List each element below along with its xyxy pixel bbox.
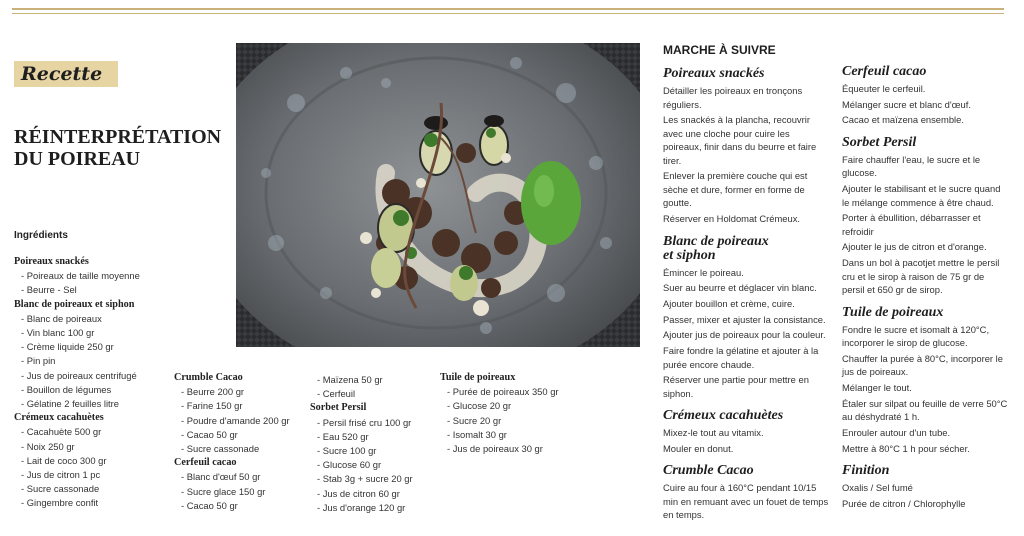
ingredient-item: - Lait de coco 300 gr: [21, 454, 107, 466]
ingredient-item: - Noix 250 gr: [21, 440, 75, 452]
group-title: Crumble Cacao: [174, 372, 243, 383]
group-title: Cerfeuil cacao: [174, 457, 237, 469]
step-text: Enlever la première couche qui est sèche et dure, former en forme de goutte.: [663, 170, 808, 209]
step-title: Crémeux cacahuètes: [663, 408, 784, 424]
ingredient-item: - Gingembre confit: [21, 497, 99, 509]
ingredient-item: - Eau 520 gr: [317, 430, 369, 442]
step-text: Mixez-le tout au vitamix.: [663, 427, 764, 439]
step-title: Crumble Cacao: [663, 463, 754, 479]
step-title: Tuile de poireaux: [842, 304, 944, 320]
step-text: Mouler en donut.: [663, 442, 734, 454]
ingredients-column-4: [440, 371, 559, 456]
step-text: Fondre le sucre et isomalt à 120°C, incorporer le sirop de glucose.: [842, 323, 990, 349]
ingredients-heading: Ingrédients: [14, 230, 68, 241]
ingredient-item: - Beurre - Sel: [21, 284, 77, 296]
ingredient-item: - Poudre d'amande 200 gr: [181, 414, 290, 426]
ingredient-item: - Sucre 100 gr: [317, 445, 377, 457]
step-text: Mettre à 80°C 1 h pour sécher.: [842, 442, 970, 454]
step-finition: [842, 464, 1008, 510]
step-title: [663, 235, 829, 263]
title-line: RÉINTERPRÉTATION: [14, 126, 222, 148]
step-text: Cacao et maïzena ensemble.: [842, 114, 964, 126]
step-text: Enrouler autour d'un tube.: [842, 426, 951, 438]
step-title: Finition: [842, 463, 890, 479]
ingredient-item: - Purée de poireaux 350 gr: [447, 386, 559, 398]
ingredient-item: - Isomalt 30 gr: [447, 428, 507, 440]
page-title: [14, 126, 234, 170]
ingredient-item: - Poireaux de taille moyenne: [21, 270, 140, 282]
step-text: Ajouter bouillon et crème, cuire.: [663, 297, 795, 309]
ingredient-item: - Crème liquide 250 gr: [21, 341, 114, 353]
group-title: Tuile de poireaux: [440, 372, 516, 383]
step-text: Porter à ébullition, débarrasser et refroidir: [842, 212, 981, 237]
step-title: Cerfeuil cacao: [842, 64, 927, 79]
ingredient-item: - Gélatine 2 feuilles litre: [21, 398, 119, 410]
ingredient-item: - Cerfeuil: [317, 388, 356, 400]
group-title: Crémeux cacahuètes: [14, 412, 104, 424]
ingredients-column-2: [174, 371, 290, 513]
step-tuile: [842, 306, 1008, 455]
step-crumble: [663, 464, 829, 522]
step-text: Chauffer la purée à 80°C, incorporer le jus de poireaux.: [842, 352, 1003, 378]
step-text: Étaler sur silpat ou feuille de verre 50°C au déshydraté 1 h.: [842, 397, 1008, 423]
group-title: Sorbet Persil: [310, 402, 367, 414]
step-blanc-poireaux: [663, 235, 829, 401]
ingredient-item: - Cacao 50 gr: [181, 428, 238, 440]
step-text: Réserver une partie pour mettre en siphon.: [663, 374, 809, 399]
step-text: Équeuter le cerfeuil.: [842, 83, 926, 94]
ingredient-item: - Blanc d'œuf 50 gr: [181, 471, 261, 483]
ingredient-item: - Sucre cassonade: [21, 483, 100, 495]
step-cerfeuil: [842, 65, 1008, 127]
method-column-2: [842, 65, 1008, 519]
group-title: Poireaux snackés: [14, 256, 89, 267]
ingredient-item: - Pin pin: [21, 355, 56, 367]
ingredient-item: - Jus de citron 1 pc: [21, 469, 101, 481]
ingredient-item: - Jus de citron 60 gr: [317, 487, 400, 499]
step-text: Cuire au four à 160°C pendant 10/15 min en remuant avec un fouet de temps en temps.: [663, 482, 829, 521]
ingredient-item: - Glucose 20 gr: [447, 400, 512, 412]
step-sorbet: [842, 136, 1008, 297]
step-text: Mélanger sucre et blanc d'œuf.: [842, 98, 971, 110]
top-rule-thin: [12, 13, 1004, 14]
step-text: Les snackés à la plancha, recouvrir avec une cloche pour cuire les poireaux, finir dans du beurre et faire tirer.: [663, 114, 817, 166]
parsley-sorbet: [521, 161, 581, 245]
step-text: Ajouter le jus de citron et d'orange.: [842, 241, 987, 253]
group-title: Blanc de poireaux et siphon: [14, 298, 135, 310]
ingredient-item: - Cacahuète 500 gr: [21, 426, 102, 438]
ingredient-item: - Persil frisé cru 100 gr: [317, 416, 412, 428]
step-title: Sorbet Persil: [842, 134, 917, 150]
ingredient-item: - Jus d'orange 120 gr: [317, 501, 406, 513]
recipe-tag: Recette: [14, 61, 118, 87]
method-heading: MARCHE À SUIVRE: [663, 43, 776, 57]
step-text: Dans un bol à pacotjet mettre le persil cru et le sirop à raison de 75 gr de persil et 650 gr de sirop.: [842, 257, 1000, 296]
step-text: Suer au beurre et déglacer vin blanc.: [663, 282, 817, 294]
step-cremeux: [663, 409, 829, 455]
dish-photo: [236, 43, 640, 347]
step-title: Poireaux snackés: [663, 66, 765, 81]
ingredient-item: - Jus de poireaux centrifugé: [21, 369, 137, 381]
ingredient-item: - Stab 3g + sucre 20 gr: [317, 473, 413, 485]
step-text: Mélanger le tout.: [842, 382, 912, 393]
ingredient-item: - Beurre 200 gr: [181, 386, 245, 398]
step-text: Détailler les poireaux en tronçons réguliers.: [663, 85, 803, 110]
step-title-line: et siphon: [663, 247, 716, 263]
method-column-1: [663, 42, 829, 531]
ingredient-item: - Blanc de poireaux: [21, 312, 102, 324]
ingredients-column-1: [14, 255, 140, 511]
ingredient-item: - Maïzena 50 gr: [317, 374, 383, 385]
ingredient-item: - Glucose 60 gr: [317, 459, 382, 471]
top-rule: [12, 8, 1004, 10]
ingredient-item: - Jus de poireaux 30 gr: [447, 443, 543, 455]
step-text: Émincer le poireau.: [663, 266, 744, 278]
step-text: Réserver en Holdomat Crémeux.: [663, 213, 801, 225]
step-text: Faire chauffer l'eau, le sucre et le glucose.: [842, 153, 981, 179]
dish-illustration: [236, 43, 640, 347]
step-title-line: Blanc de poireaux: [663, 233, 769, 249]
step-text: Ajouter jus de poireaux pour la couleur.: [663, 329, 826, 341]
step-text: Purée de citron / Chlorophylle: [842, 497, 966, 509]
ingredient-item: - Vin blanc 100 gr: [21, 327, 95, 339]
ingredient-item: - Sucre cassonade: [181, 443, 260, 455]
title-line: DU POIREAU: [14, 148, 141, 170]
ingredient-item: - Bouillon de légumes: [21, 383, 112, 395]
step-poireaux-snackes: [663, 67, 829, 226]
step-text: Oxalis / Sel fumé: [842, 482, 913, 494]
ingredient-item: - Sucre 20 gr: [447, 414, 502, 426]
ingredient-item: - Cacao 50 gr: [181, 499, 238, 511]
ingredient-item: - Sucre glace 150 gr: [181, 485, 266, 497]
step-text: Passer, mixer et ajuster la consistance.: [663, 313, 826, 325]
ingredients-column-3: [310, 373, 413, 515]
ingredient-item: - Farine 150 gr: [181, 400, 243, 412]
step-text: Faire fondre la gélatine et ajouter à la purée encore chaude.: [663, 345, 819, 370]
step-text: Ajouter le stabilisant et le sucre quand le mélange commence à être chaud.: [842, 183, 1001, 208]
